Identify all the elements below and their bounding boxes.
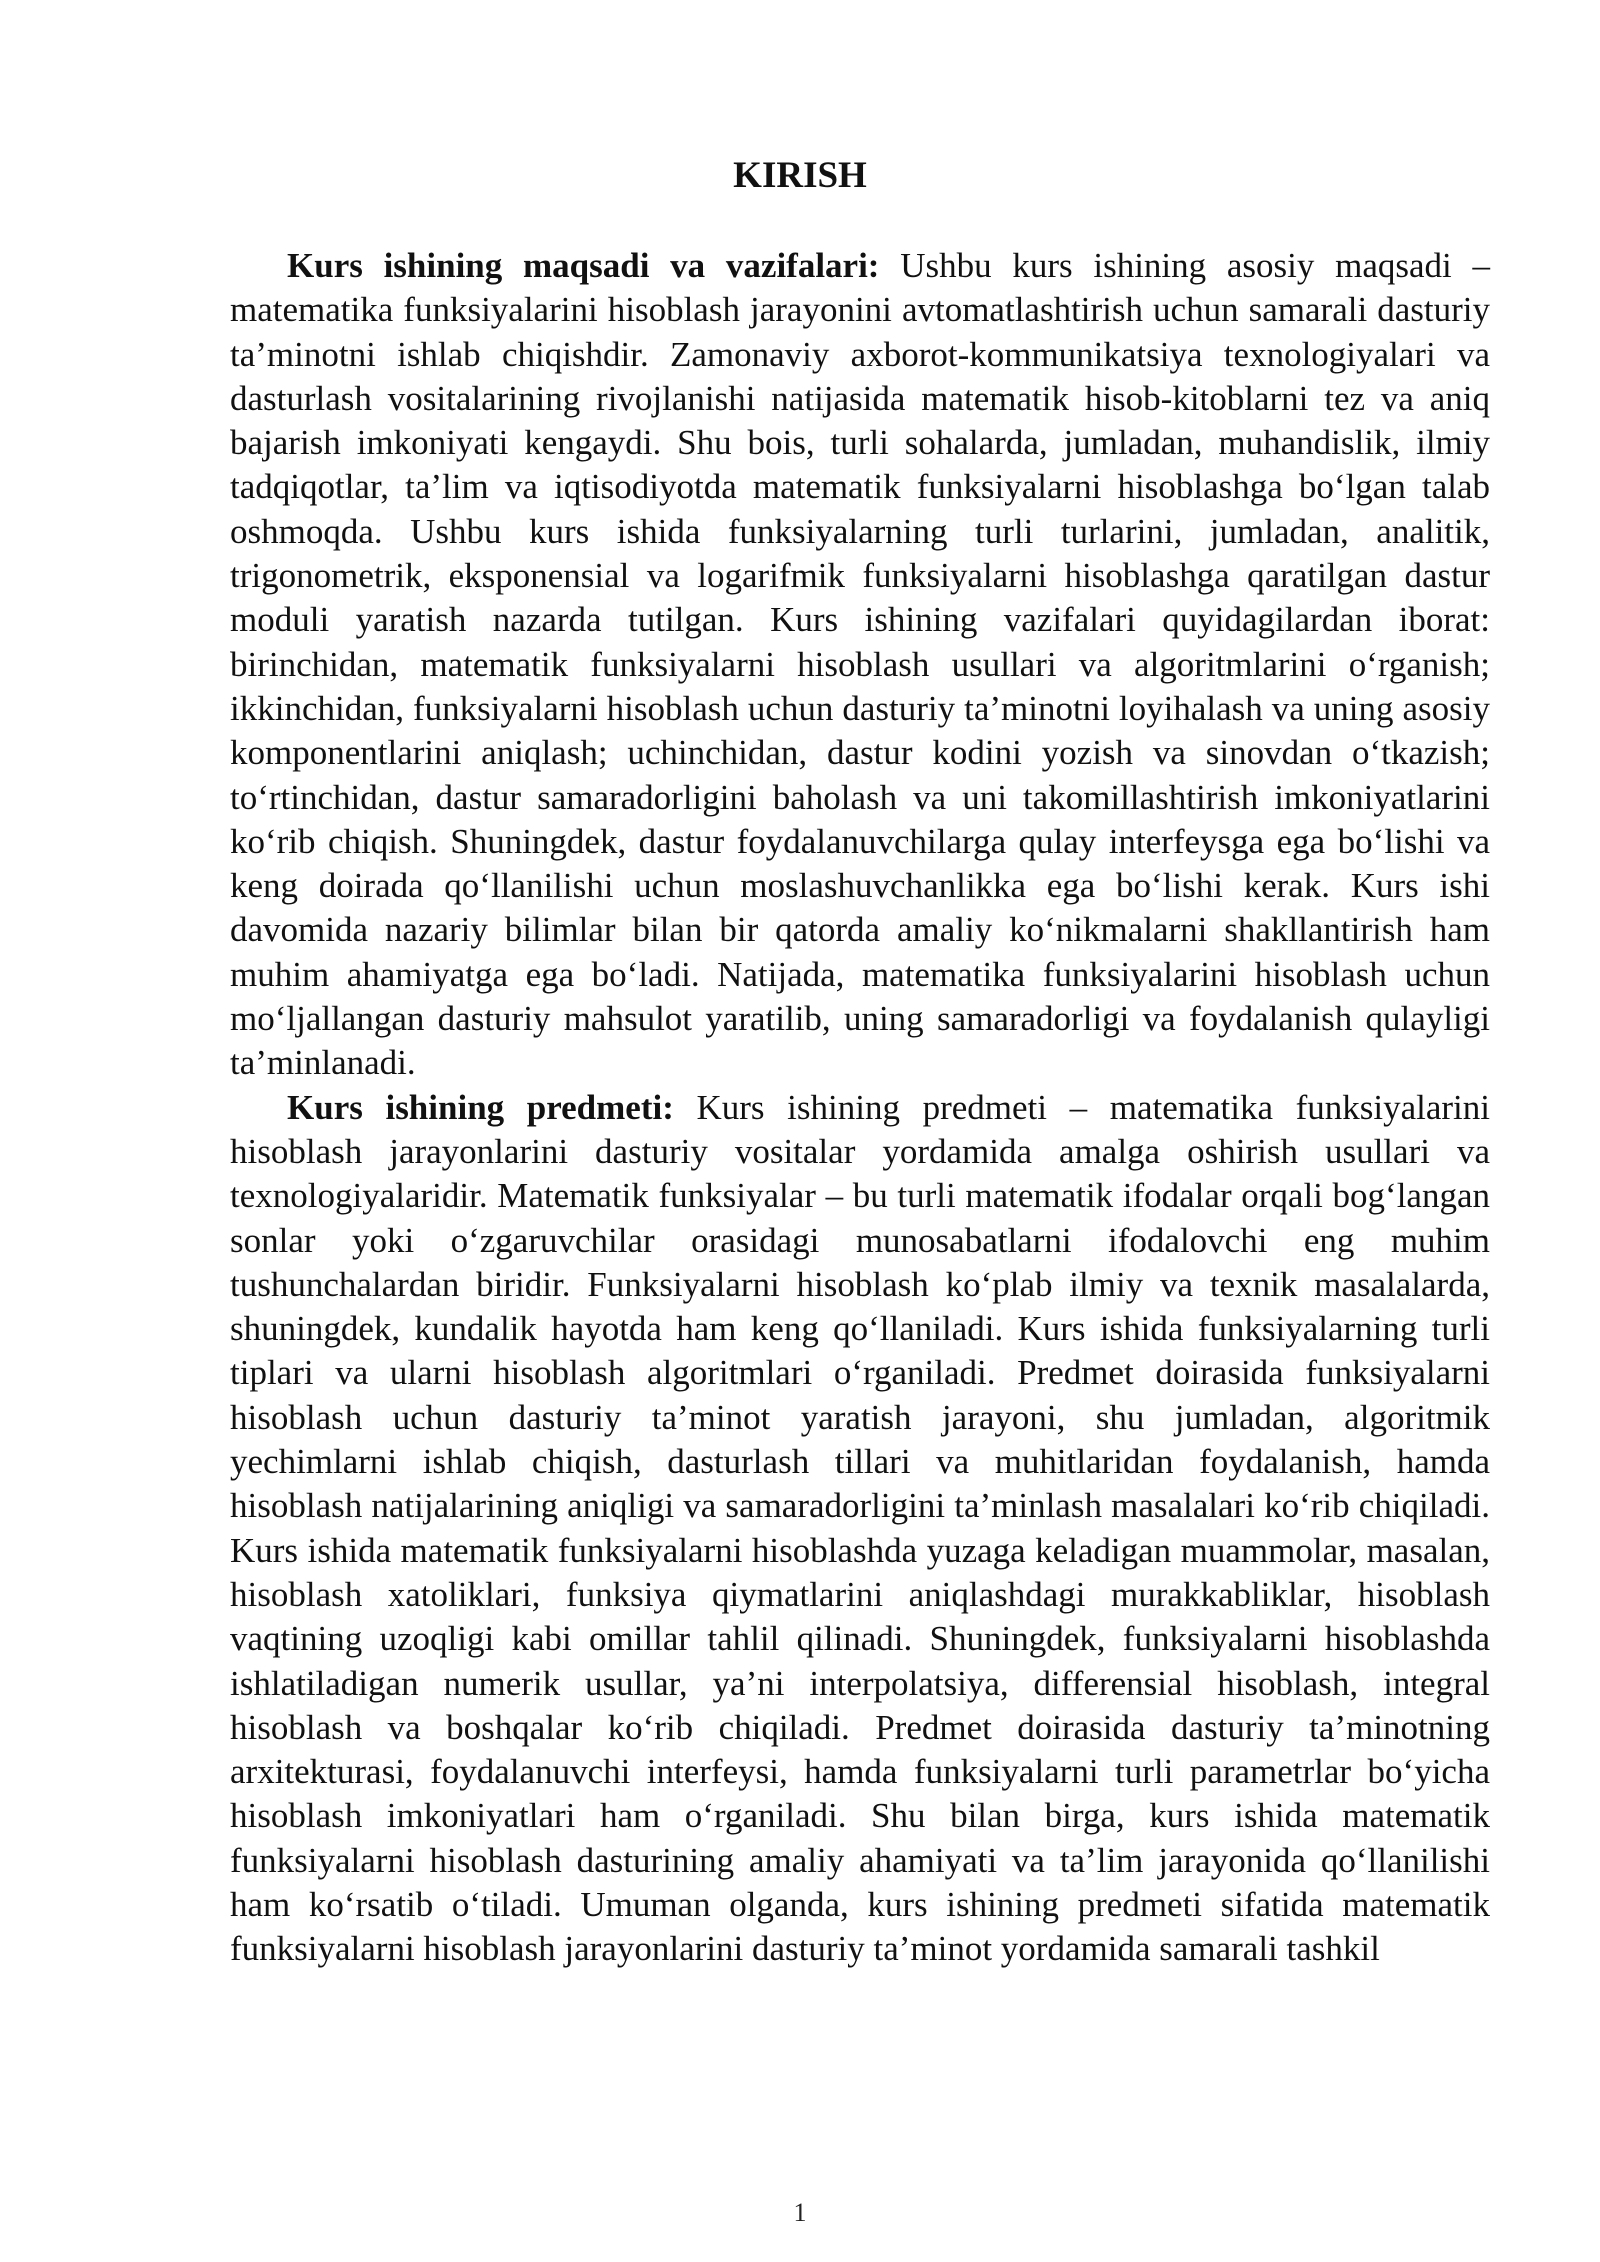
paragraph-lead: Kurs ishining maqsadi va vazifalari: <box>287 246 880 285</box>
paragraph-goals <box>230 244 1490 1086</box>
paragraph-text: Ushbu kurs ishining asosiy maqsadi – matematika funksiyalarini hisoblash jarayonini avtomatlashtirish uchun samarali dasturiy ta’minotni ishlab chiqishdir. Zamonaviy axborot-kommunikatsiya texnologiyalari va dasturlash vositalarining rivojlanishi natijasida matematik hisob-kitoblarni tez va aniq bajarish imkoniyati kengaydi. Shu bois, turli sohalarda, jumladan, muhandislik, ilmiy tadqiqotlar, ta’lim va iqtisodiyotda matematik funksiyalarni hisoblashga bo‘lgan talab oshmoqda. Ushbu kurs ishida funksiyalarning turli turlarini, jumladan, analitik, trigonometrik, eksponensial va logarifmik funksiyalarni hisoblashga qaratilgan dastur moduli yaratish nazarda tutilgan. Kurs ishining vazifalari quyidagilardan iborat: birinchidan, matematik funksiyalarni hisoblash usullari va algoritmlarini o‘rganish; ikkinchidan, funksiyalarni hisoblash uchun dasturiy ta’minotni loyihalash va uning asosiy komponentlarini aniqlash; uchinchidan, dastur kodini yozish va sinovdan o‘tkazish; to‘rtinchidan, dastur samaradorligini baholash va uni takomillashtirish imkoniyatlarini ko‘rib chiqish. Shuningdek, dastur foydalanuvchilarga qulay interfeysga ega bo‘lishi va keng doirada qo‘llanilishi uchun moslashuvchanlikka ega bo‘lishi kerak. Kurs ishi davomida nazariy bilimlar bilan bir qatorda amaliy ko‘nikmalarni shakllantirish ham muhim ahamiyatga ega bo‘ladi. Natijada, matematika funksiyalarini hisoblash uchun mo‘ljallangan dasturiy mahsulot yaratilib, uning samaradorligi va foydalanish qulayligi ta’minlanadi. <box>230 246 1491 1083</box>
paragraph-subject <box>230 1086 1490 1972</box>
page-title: KIRISH <box>733 155 867 196</box>
body-text <box>230 244 1490 1972</box>
paragraph-text: Kurs ishining predmeti – matematika funksiyalarini hisoblash jarayonlarini dasturiy vositalar yordamida amalga oshirish usullari va texnologiyalaridir. Matematik funksiyalar – bu turli matematik ifodalar orqali bog‘langan sonlar yoki o‘zgaruvchilar orasidagi munosabatlarni ifodalovchi eng muhim tushunchalardan biridir. Funksiyalarni hisoblash ko‘plab ilmiy va texnik masalalarda, shuningdek, kundalik hayotda ham keng qo‘llaniladi. Kurs ishida funksiyalarning turli tiplari va ularni hisoblash algoritmlari o‘rganiladi. Predmet doirasida funksiyalarni hisoblash uchun dasturiy ta’minot yaratish jarayoni, shu jumladan, algoritmik yechimlarni ishlab chiqish, dasturlash tillari va muhitlaridan foydalanish, hamda hisoblash natijalarining aniqligi va samaradorligini ta’minlash masalalari ko‘rib chiqiladi. Kurs ishida matematik funksiyalarni hisoblashda yuzaga keladigan muammolar, masalan, hisoblash xatoliklari, funksiya qiymatlarini aniqlashdagi murakkabliklar, hisoblash vaqtining uzoqligi kabi omillar tahlil qilinadi. Shuningdek, funksiyalarni hisoblashda ishlatiladigan numerik usullar, ya’ni interpolatsiya, differensial hisoblash, integral hisoblash va boshqalar ko‘rib chiqiladi. Predmet doirasida dasturiy ta’minotning arxitekturasi, foydalanuvchi interfeysi, hamda funksiyalarni turli parametrlar bo‘yicha hisoblash imkoniyatlari ham o‘rganiladi. Shu bilan birga, kurs ishida matematik funksiyalarni hisoblash dasturining amaliy ahamiyati va ta’lim jarayonida qo‘llanilishi ham ko‘rsatib o‘tiladi. Umuman olganda, kurs ishining predmeti sifatida matematik funksiyalarni hisoblash jarayonlarini dasturiy ta’minot yordamida samarali tashkil <box>230 1087 1490 1969</box>
page-number: 1 <box>793 2198 807 2227</box>
paragraph-lead: Kurs ishining predmeti: <box>287 1087 674 1127</box>
